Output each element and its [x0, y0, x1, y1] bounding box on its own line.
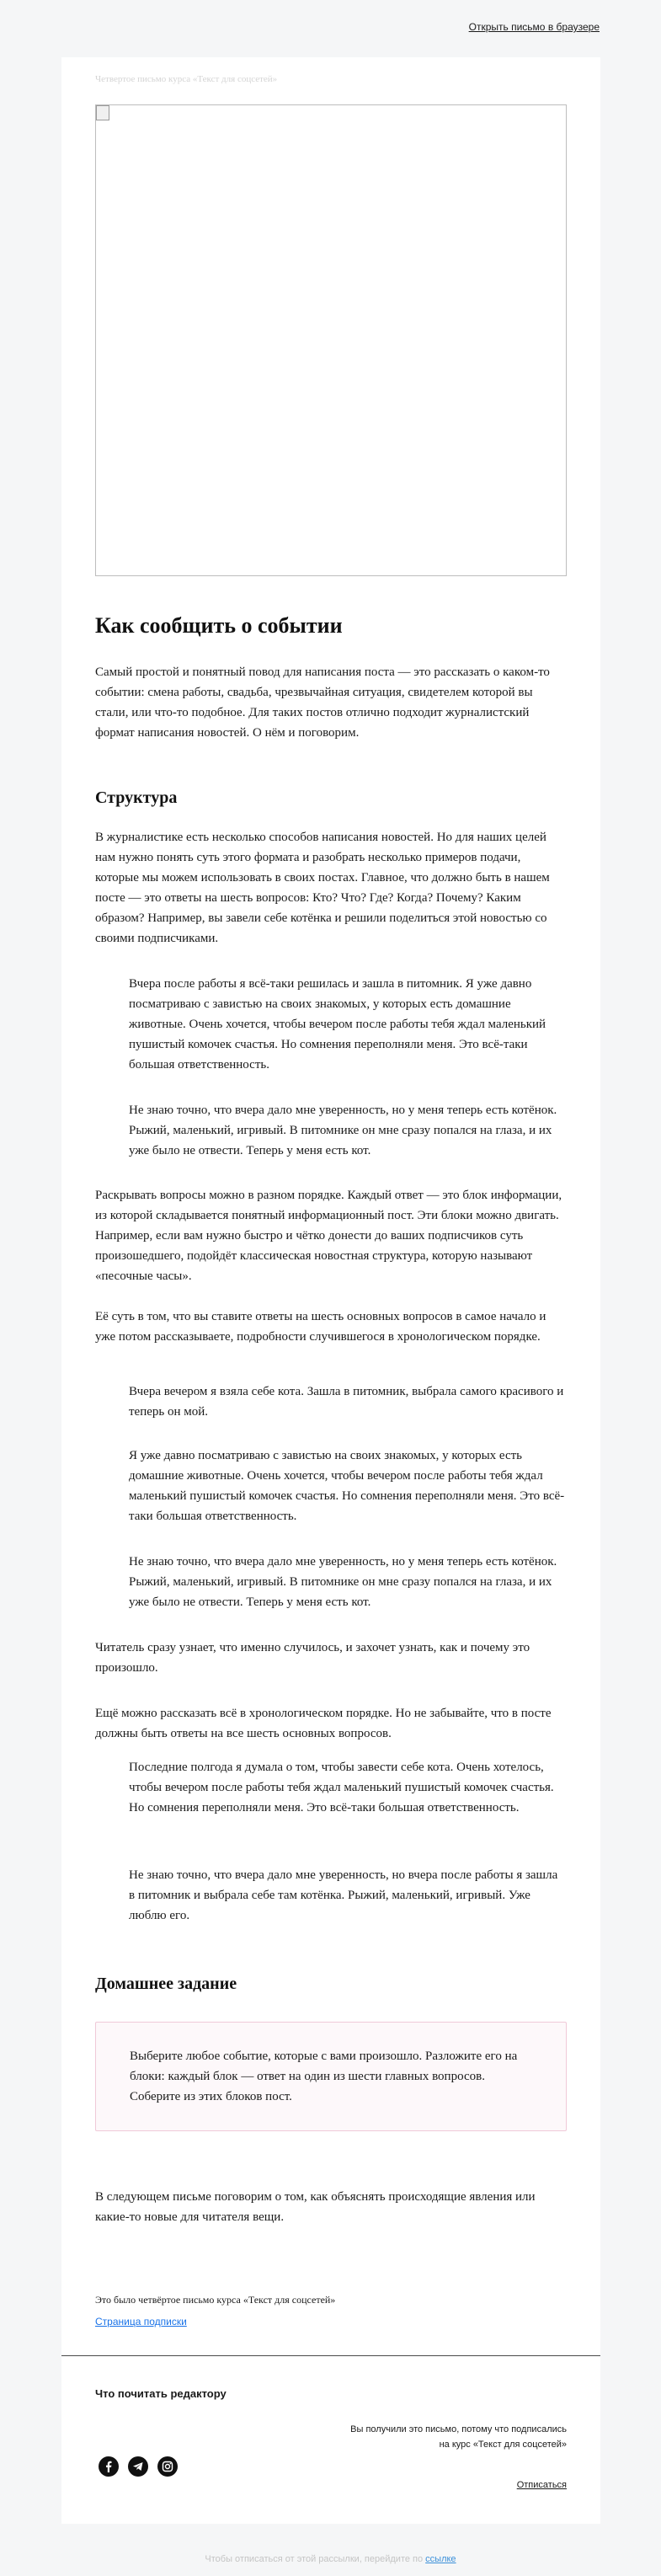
email-title: Как сообщить о событии: [95, 613, 343, 638]
structure-paragraph-3: Её суть в том, что вы ставите ответы на шесть основных вопросов в самое начало и уже потом рассказываете, подробности случившегося в хронологическом порядке.: [95, 1310, 546, 1344]
example-quote-4: Я уже давно посматриваю с завистью на своих знакомых, у которых есть домашние животные. Очень хочется, чтобы вечером после работы тебя ждал маленький пушистый комочек счастья. Но сомнения переполняли меня. Это всё-таки большая ответственность.: [129, 1449, 565, 1523]
open-in-browser-link[interactable]: Открыть письмо в браузере: [468, 21, 600, 33]
example-quote-5: Не знаю точно, что вчера дало мне уверенность, но у меня теперь есть котёнок. Рыжий, маленький, игривый. В питомнике он мне сразу попался на глаза, и их уже было не отвести. Теперь у меня есть кот.: [129, 1555, 557, 1609]
facebook-icon[interactable]: [99, 2456, 119, 2477]
homework-box: [95, 2022, 567, 2131]
structure-paragraph-1: В журналистике есть несколько способов написания новостей. Но для наших целей нам нужно понять суть этого формата и разобрать несколько примеров подачи, которые мы можем использовать в своих постах. Главное, что должно быть в нашем посте — это ответы на шесть вопросов: Кто? Что? Где? Когда? Почему? Каким образом? Например, вы завели себе котёнка и решили поделиться этой новостью со своими подписчиками.: [95, 831, 550, 945]
instagram-icon[interactable]: [157, 2456, 178, 2477]
preheader: Четвертое письмо курса «Текст для соцсетей»: [95, 74, 278, 84]
social-links: [99, 2456, 178, 2477]
homework-text: Выберите любое событие, которые с вами произошло. Разложите его на блоки: каждый блок — ответ на один из шести главных вопросов. Соберите из этих блоков пост.: [130, 2050, 518, 2103]
section-heading-structure: Структура: [95, 788, 178, 807]
structure-paragraph-5: Ещё можно рассказать всё в хронологическом порядке. Но не забывайте, что в посте должны быть ответы на все шесть основных вопросов.: [95, 1707, 552, 1740]
received-reason: Вы получили это письмо, потому что подписались на курс «Текст для соцсетей»: [350, 2424, 567, 2450]
reading-heading: Что почитать редактору: [95, 2387, 227, 2400]
example-quote-2: Не знаю точно, что вчера дало мне уверенность, но у меня теперь есть котёнок. Рыжий, маленький, игривый. В питомнике он мне сразу попался на глаза, и их уже было не отвести. Теперь у меня есть кот.: [129, 1104, 557, 1157]
intro-paragraph: Самый простой и понятный повод для написания поста — это рассказать о каком-то событии: смена работы, свадьба, чрезвычайная ситуация, свидетелем которой вы стали, или что-то подобное. Для таких постов отлично подходит журналистский формат написания новостей. О нём и поговорим.: [95, 665, 550, 740]
footer-divider: [61, 2355, 600, 2356]
email-card: [61, 57, 600, 2524]
bottom-unsubscribe: [0, 2554, 661, 2564]
next-letter-paragraph: В следующем письме поговорим о том, как объяснять происходящие явления или какие-то новые для читателя вещи.: [95, 2190, 536, 2224]
telegram-icon[interactable]: [128, 2456, 148, 2477]
bottom-unsubscribe-text: Чтобы отписаться от этой рассылки, перейдите по: [205, 2554, 424, 2564]
section-heading-homework: Домашнее задание: [95, 1975, 237, 1993]
structure-paragraph-4: Читатель сразу узнает, что именно случилось, и захочет узнать, как и почему это произошло.: [95, 1641, 530, 1675]
example-quote-6: Последние полгода я думала о том, чтобы завести себе кота. Очень хотелось, чтобы вечером после работы тебя ждал маленький пушистый комочек счастья. Но сомнения переполняли меня. Это всё-таки большая ответственность.: [129, 1761, 554, 1814]
example-quote-1: Вчера после работы я всё-таки решилась и зашла в питомник. Я уже давно посматриваю с завистью на своих знакомых, у которых есть домашние животные. Очень хочется, чтобы вечером после работы тебя ждал маленький пушистый комочек счастья. Но сомнения переполняли меня. Это всё-таки большая ответственность.: [129, 977, 546, 1072]
example-quote-3: Вчера вечером я взяла себе кота. Зашла в питомник, выбрала самого красивого и теперь он мой.: [129, 1385, 564, 1419]
hero-image: [95, 104, 567, 576]
course-footnote: Это было четвёртое письмо курса «Текст для соцсетей»: [95, 2294, 336, 2306]
broken-image-icon: [96, 105, 109, 120]
subscription-page-link[interactable]: Страница подписки: [95, 2316, 187, 2327]
example-quote-7: Не знаю точно, что вчера дало мне уверенность, но вчера после работы я зашла в питомник и выбрала себе там котёнка. Рыжий, маленький, игривый. Уже люблю его.: [129, 1868, 558, 1922]
unsubscribe-link[interactable]: Отписаться: [516, 2480, 567, 2490]
structure-paragraph-2: Раскрывать вопросы можно в разном порядке. Каждый ответ — это блок информации, из которой складывается понятный информационный пост. Эти блоки можно двигать. Например, если вам нужно быстро и чётко донести до ваших подписчиков суть произошедшего, подойдёт классическая новостная структура, которую называют «песочные часы».: [95, 1189, 562, 1283]
bottom-unsubscribe-link[interactable]: ссылке: [425, 2554, 456, 2564]
top-bar: [0, 0, 661, 57]
